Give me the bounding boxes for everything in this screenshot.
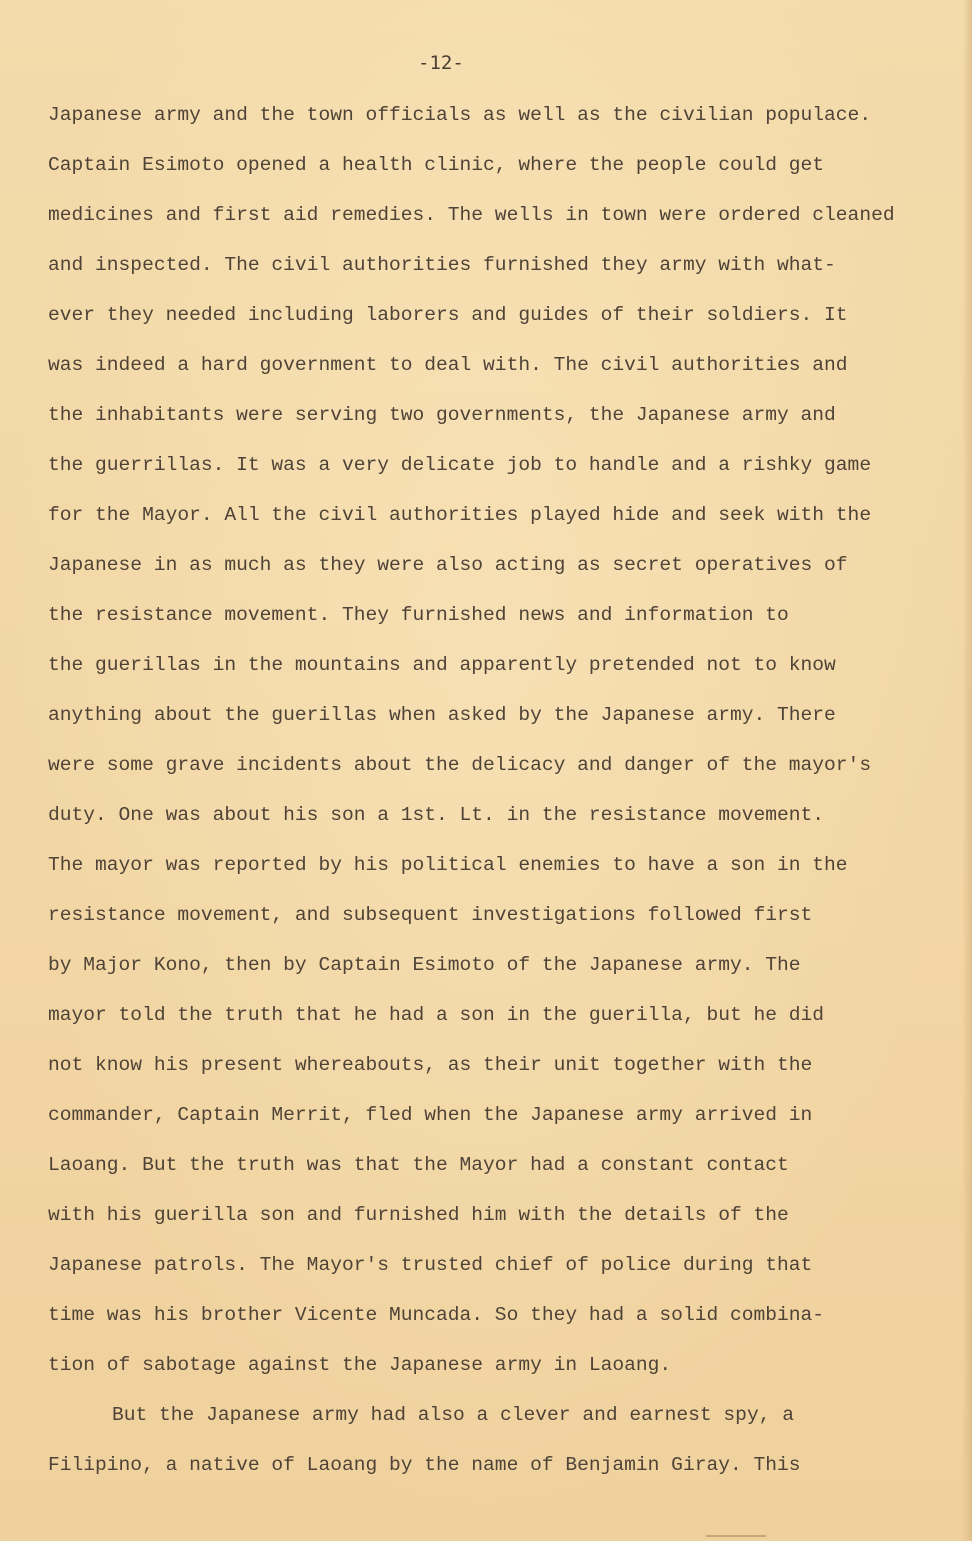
text-line-9: for the Mayor. All the civil authorities played hide and seek with the <box>48 504 872 526</box>
text-line-5: ever they needed including laborers and guides of their soldiers. It <box>48 304 848 326</box>
text-line-18: by Major Kono, then by Captain Esimoto of the Japanese army. The <box>48 954 801 976</box>
text-line-6: was indeed a hard government to deal with. The civil authorities and <box>48 354 848 376</box>
paper-mark <box>706 1535 766 1537</box>
text-line-13: anything about the guerillas when asked by the Japanese army. There <box>48 704 836 726</box>
text-line-28: Filipino, a native of Laoang by the name of Benjamin Giray. This <box>48 1454 801 1476</box>
document-body <box>48 100 968 1500</box>
text-line-20: not know his present whereabouts, as their unit together with the <box>48 1054 813 1076</box>
text-line-2: Captain Esimoto opened a health clinic, where the people could get <box>48 154 825 176</box>
text-line-8: the guerrillas. It was a very delicate job to handle and a rishky game <box>48 454 872 476</box>
text-line-25: time was his brother Vicente Muncada. So they had a solid combina- <box>48 1304 825 1326</box>
text-line-27: But the Japanese army had also a clever and earnest spy, a <box>112 1404 794 1426</box>
page-number: -12- <box>418 52 464 74</box>
text-line-17: resistance movement, and subsequent investigations followed first <box>48 904 813 926</box>
text-line-19: mayor told the truth that he had a son in the guerilla, but he did <box>48 1004 825 1026</box>
text-line-4: and inspected. The civil authorities furnished they army with what- <box>48 254 836 276</box>
text-line-23: with his guerilla son and furnished him with the details of the <box>48 1204 789 1226</box>
text-line-12: the guerillas in the mountains and apparently pretended not to know <box>48 654 836 676</box>
text-line-1: Japanese army and the town officials as well as the civilian populace. <box>48 104 872 126</box>
text-line-22: Laoang. But the truth was that the Mayor had a constant contact <box>48 1154 789 1176</box>
text-line-14: were some grave incidents about the delicacy and danger of the mayor's <box>48 754 872 776</box>
text-line-16: The mayor was reported by his political enemies to have a son in the <box>48 854 848 876</box>
text-line-3: medicines and first aid remedies. The wells in town were ordered cleaned <box>48 204 895 226</box>
text-line-24: Japanese patrols. The Mayor's trusted chief of police during that <box>48 1254 813 1276</box>
text-line-15: duty. One was about his son a 1st. Lt. in the resistance movement. <box>48 804 825 826</box>
text-line-7: the inhabitants were serving two governments, the Japanese army and <box>48 404 836 426</box>
text-line-26: tion of sabotage against the Japanese army in Laoang. <box>48 1354 672 1376</box>
text-line-10: Japanese in as much as they were also acting as secret operatives of <box>48 554 848 576</box>
text-line-11: the resistance movement. They furnished news and information to <box>48 604 789 626</box>
text-line-21: commander, Captain Merrit, fled when the Japanese army arrived in <box>48 1104 813 1126</box>
